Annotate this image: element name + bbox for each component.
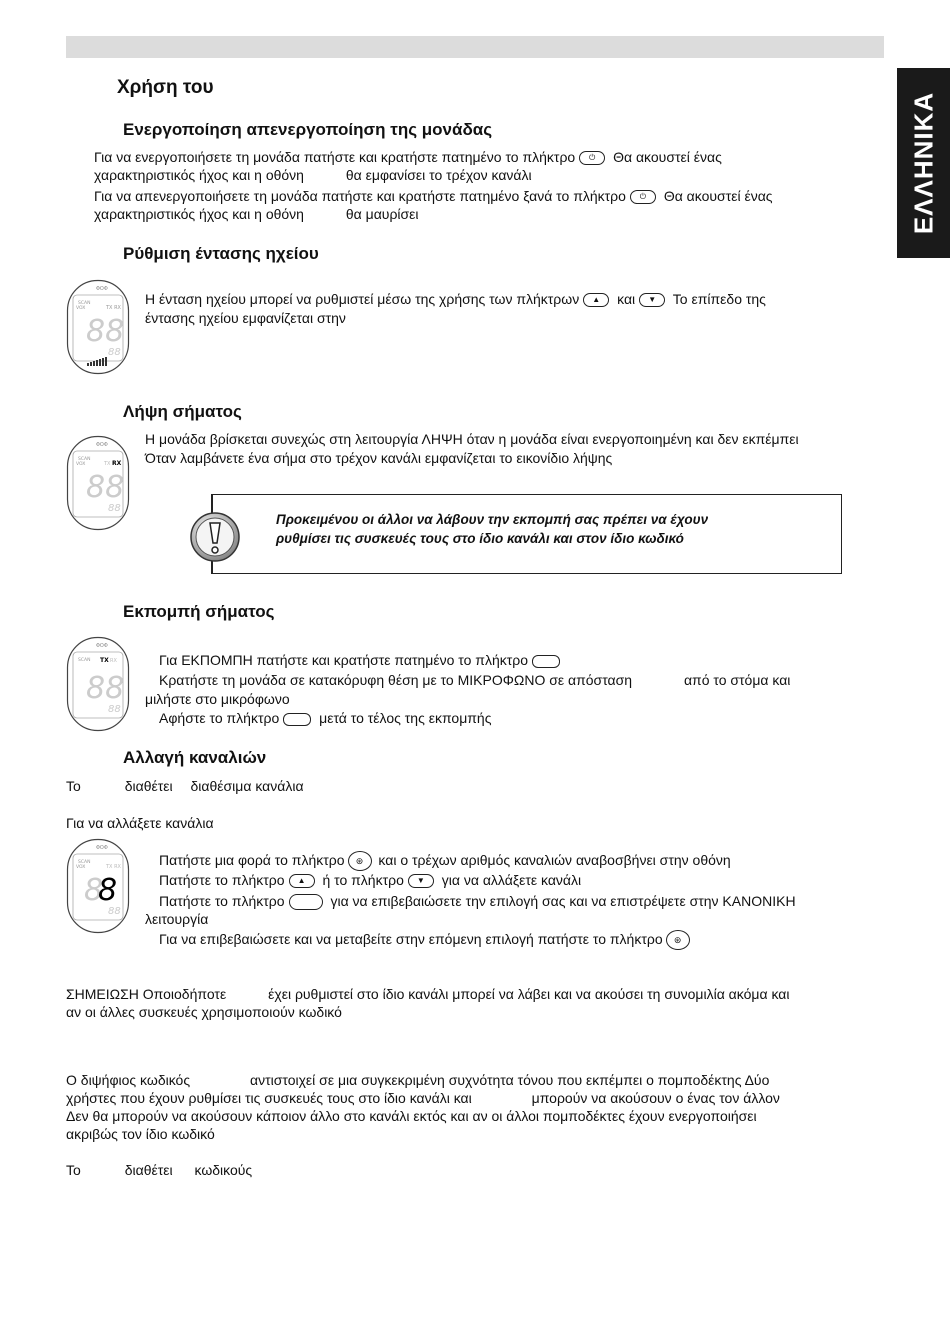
note-line-1 — [66, 985, 789, 1004]
volume-line-2: έντασης ηχείου εμφανίζεται στην — [145, 310, 346, 326]
text: χαρακτηριστικός ήχος και η οθόνη — [94, 206, 304, 222]
text: για να αλλάξετε κανάλι — [441, 872, 582, 888]
code-line-1 — [66, 1071, 769, 1090]
svg-text:TX: TX — [104, 461, 111, 467]
ptt-key-icon — [289, 894, 323, 910]
text: έχει ρυθμιστεί στο ίδιο κανάλι μπορεί να λάβει και να ακούσει τη συνομιλία ακόμα και — [268, 986, 790, 1002]
text: Θα ακουστεί ένας — [663, 188, 773, 204]
text: διαθέτει — [124, 778, 173, 794]
ptt-key-icon — [283, 713, 311, 726]
text: Το — [66, 778, 81, 794]
channels-step-4 — [159, 930, 693, 950]
menu-key-icon: ⊛ — [666, 930, 690, 950]
text: ΣΗΜΕΙΩΣΗ Οποιοδήποτε — [66, 986, 227, 1002]
power-line-4 — [94, 205, 419, 224]
lcd-rx-indicator: RX — [112, 460, 122, 467]
lcd-digits: 88 — [86, 314, 125, 349]
text: κωδικούς — [194, 1162, 253, 1178]
volume-line-1 — [145, 290, 766, 309]
power-icon: ⏻ — [630, 190, 656, 204]
lcd-display-icon — [66, 838, 130, 934]
text: από το στόμα και — [683, 672, 791, 688]
transmit-line-2 — [159, 671, 790, 690]
text: Πατήστε μια φορά το πλήκτρο — [159, 852, 345, 868]
text: Κρατήστε τη μονάδα σε κατακόρυφη θέση με το ΜΙΚΡΟΦΩΝΟ σε απόσταση — [159, 672, 633, 688]
text: χρήστες που έχουν ρυθμίσει τις συσκευές τους στο ίδιο κανάλι και — [66, 1090, 472, 1106]
heading-transmit: Εκπομπή σήματος — [123, 602, 275, 621]
header-bar — [66, 36, 884, 58]
text: θα εμφανίσει το τρέχον κανάλι — [345, 167, 532, 183]
text: Πατήστε το πλήκτρο — [159, 893, 285, 909]
text: ή το πλήκτρο — [322, 872, 404, 888]
text: Για να επιβεβαιώσετε και να μεταβείτε στην επόμενη επιλογή πατήστε το πλήκτρο — [159, 931, 663, 947]
text: μπορούν να ακούσουν ο ένας τον άλλον — [531, 1090, 780, 1106]
text: Ο διψήφιος κωδικός — [66, 1072, 191, 1088]
down-arrow-icon: ▼ — [408, 874, 434, 888]
svg-text:TX RX: TX RX — [106, 305, 121, 311]
warning-note-text — [276, 510, 708, 548]
text: διαθέτει — [124, 1162, 173, 1178]
codes-count-line — [66, 1161, 252, 1180]
up-arrow-icon: ▲ — [289, 874, 315, 888]
up-arrow-icon: ▲ — [583, 293, 609, 307]
svg-text:SCAN: SCAN — [78, 658, 91, 663]
heading-channels: Αλλαγή καναλιών — [123, 748, 267, 767]
text: Για να απενεργοποιήσετε τη μονάδα πατήστε και κρατήστε πατημένο ξανά το πλήκτρο — [94, 188, 626, 204]
menu-key-icon: ⊛ — [348, 851, 372, 871]
lcd-active-digit: 8 — [98, 873, 118, 908]
receive-line-2: Όταν λαμβάνετε ένα σήμα στο τρέχον κανάλι εμφανίζεται το εικονίδιο λήψης — [145, 450, 613, 466]
lcd-digits: 88 — [86, 671, 125, 706]
svg-text:SCAN: SCAN — [78, 301, 91, 306]
text: διαθέσιμα κανάλια — [190, 778, 304, 794]
lcd-small-digits: 88 — [108, 704, 121, 715]
channels-step-3 — [159, 892, 796, 911]
text: Η ένταση ηχείου μπορεί να ρυθμιστεί μέσω της χρήσης των πλήκτρων — [145, 291, 580, 307]
svg-text:VOX: VOX — [76, 865, 86, 870]
transmit-line-1 — [159, 651, 564, 670]
channels-step-1 — [159, 851, 731, 871]
text: και — [617, 291, 636, 307]
note-line: Προκειμένου οι άλλοι να λάβουν την εκπομπή σας πρέπει να έχουν — [276, 512, 709, 527]
channels-intro — [66, 777, 304, 796]
text: και ο τρέχων αριθμός καναλιών αναβοσβήνει στην οθόνη — [378, 852, 731, 868]
text: Για να ενεργοποιήσετε τη μονάδα πατήστε και κρατήστε πατημένο το πλήκτρο — [94, 149, 576, 165]
channels-step-3b: λειτουργία — [145, 911, 209, 927]
down-arrow-icon: ▼ — [639, 293, 665, 307]
text: θα μαυρίσει — [345, 206, 419, 222]
receive-line-1: Η μονάδα βρίσκεται συνεχώς στη λειτουργία ΛΗΨΗ όταν η μονάδα είναι ενεργοποιημένη και δεν εκπέμπει — [145, 431, 799, 447]
text: Θα ακουστεί ένας — [613, 149, 722, 165]
power-line-1 — [94, 148, 722, 167]
svg-text:SCAN: SCAN — [78, 860, 91, 865]
code-line-4: ακριβώς τον ίδιο κωδικό — [66, 1126, 215, 1142]
warning-icon — [189, 511, 241, 563]
text: Για ΕΚΠΟΜΠΗ πατήστε και κρατήστε πατημένο το πλήκτρο — [159, 652, 529, 668]
text: για να επιβεβαιώσετε την επιλογή σας και να επιστρέψετε στην ΚΑΝΟΝΙΚΗ — [330, 893, 796, 909]
lcd-tx-indicator: TX — [100, 657, 109, 664]
text: Αφήστε το πλήκτρο — [159, 710, 280, 726]
note-line: ρυθμίσει τις συσκευές τους στο ίδιο κανάλι και στον ίδιο κωδικό — [276, 531, 684, 546]
lcd-small-digits: 88 — [108, 347, 121, 358]
code-line-3: Δεν θα μπορούν να ακούσουν κάποιον άλλο στο κανάλι εκτός και αν οι άλλοι πομποδέκτες έχουν ενεργοποιήσει — [66, 1108, 757, 1124]
channels-step-2 — [159, 871, 581, 890]
heading-volume: Ρύθμιση έντασης ηχείου — [123, 244, 319, 263]
lcd-display-icon — [66, 435, 130, 531]
text: Πατήστε το πλήκτρο — [159, 872, 285, 888]
text: Το επίπεδο της — [672, 291, 766, 307]
heading-power: Ενεργοποίηση απενεργοποίηση της μονάδας — [123, 120, 493, 139]
svg-text:ΦΟΦ: ΦΟΦ — [96, 845, 108, 851]
text: μετά το τέλος της εκπομπής — [319, 710, 492, 726]
note-line-2: αν οι άλλες συσκευές χρησιμοποιούν κωδικό — [66, 1004, 342, 1020]
svg-text:RX: RX — [110, 658, 117, 664]
code-line-2 — [66, 1089, 780, 1108]
svg-text:8: 8 — [84, 873, 104, 908]
text: Το — [66, 1162, 81, 1178]
svg-text:ΦΟΦ: ΦΟΦ — [96, 442, 108, 448]
power-line-3 — [94, 187, 773, 206]
svg-text:ΦΟΦ: ΦΟΦ — [96, 643, 108, 649]
transmit-line-4 — [159, 709, 491, 728]
lcd-txrx-indicator: TX RX — [106, 864, 121, 870]
text: χαρακτηριστικός ήχος και η οθόνη — [94, 167, 304, 183]
channels-how: Για να αλλάξετε κανάλια — [66, 815, 214, 831]
text: αντιστοιχεί σε μια συγκεκριμένη συχνότητα τόνου που εκπέμπει ο πομποδέκτης Δύο — [249, 1072, 770, 1088]
lcd-small-digits: 88 — [108, 503, 121, 514]
ptt-key-icon — [532, 655, 560, 668]
svg-text:SCAN: SCAN — [78, 457, 91, 462]
lcd-digits: 88 — [86, 470, 125, 505]
lcd-display-icon — [66, 279, 130, 375]
heading-receive: Λήψη σήματος — [123, 402, 242, 421]
lcd-display-icon — [66, 636, 130, 732]
transmit-line-3: μιλήστε στο μικρόφωνο — [145, 691, 290, 707]
power-icon: ⏻ — [579, 151, 605, 165]
page-title: Χρήση του — [117, 77, 214, 98]
svg-text:VOX: VOX — [76, 306, 86, 311]
lcd-small-digits: 88 — [108, 906, 121, 917]
svg-text:VOX: VOX — [76, 462, 86, 467]
language-tab-label: ΕΛΛΗΝΙΚΑ — [908, 91, 938, 235]
svg-text:ΦΟΦ: ΦΟΦ — [96, 286, 108, 292]
power-line-2 — [94, 166, 532, 185]
language-tab — [897, 68, 950, 258]
